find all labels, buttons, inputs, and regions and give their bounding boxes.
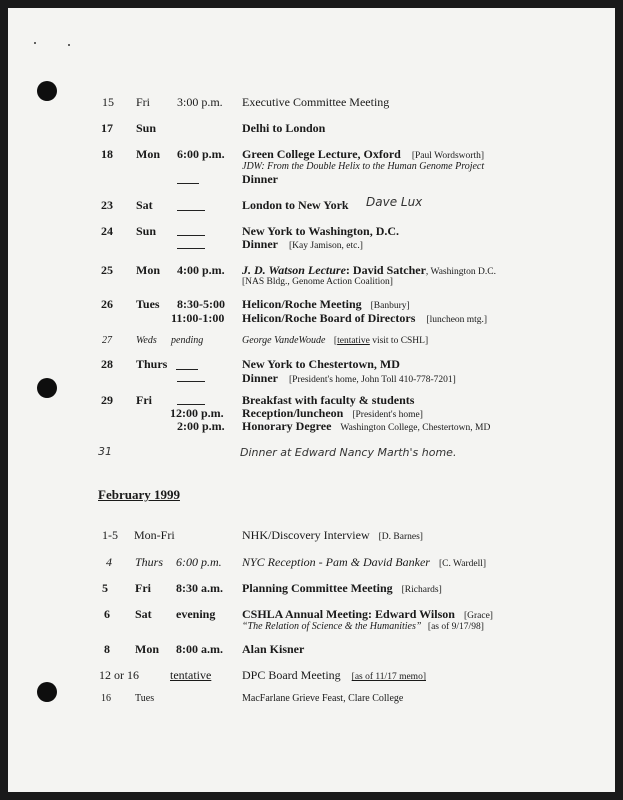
entry-note: [Paul Wordsworth] bbox=[411, 151, 485, 161]
entry-date: 24 bbox=[101, 224, 113, 238]
entry-event: Delhi to London bbox=[242, 121, 326, 135]
entry-day: Mon bbox=[136, 263, 160, 277]
entry-subevent-line bbox=[242, 419, 490, 434]
entry-date: 6 bbox=[104, 607, 110, 621]
entry-time: pending bbox=[171, 335, 204, 346]
entry-event: New York to Washington, D.C. bbox=[242, 224, 400, 238]
entry-date: 27 bbox=[102, 335, 112, 346]
entry-note: [Richards] bbox=[401, 585, 442, 595]
entry-time: evening bbox=[176, 607, 216, 621]
entry-note: [Kay Jamison, etc.] bbox=[289, 241, 363, 251]
entry-subevent: Helicon/Roche Board of Directors bbox=[242, 311, 416, 325]
entry-date: 26 bbox=[101, 297, 113, 311]
entry-day: Tues bbox=[136, 297, 160, 311]
entry-event: Planning Committee Meeting bbox=[242, 581, 393, 595]
entry-event-line bbox=[242, 528, 423, 543]
entry-day: Sat bbox=[135, 607, 152, 621]
entry-note: [C. Wardell] bbox=[438, 559, 487, 569]
entry-time: 3:00 p.m. bbox=[177, 95, 223, 109]
entry-event-line bbox=[242, 607, 493, 622]
entry-day: Sun bbox=[136, 224, 157, 238]
entry-event: Green College Lecture, Oxford bbox=[242, 147, 401, 161]
paper-speck bbox=[34, 42, 36, 44]
entry-date: 15 bbox=[102, 95, 114, 109]
blank-line bbox=[177, 404, 205, 405]
entry-event: Helicon/Roche Meeting bbox=[242, 297, 362, 311]
entry-date: 28 bbox=[101, 357, 113, 371]
entry-time: 12:00 p.m. bbox=[170, 406, 224, 420]
entry-subevent: Dinner bbox=[242, 237, 278, 251]
entry-subevent: Dinner bbox=[242, 172, 278, 186]
entry-time: 4:00 p.m. bbox=[177, 263, 225, 277]
entry-subevent: Dinner bbox=[242, 371, 278, 385]
entry-note: [as of 11/17 memo] bbox=[351, 672, 426, 682]
entry-note: visit to CSHL] bbox=[369, 336, 429, 346]
entry-day: Thurs bbox=[136, 357, 168, 371]
entry-event: London to New York bbox=[242, 198, 349, 212]
entry-note: [Grace] bbox=[463, 611, 493, 621]
blank-line bbox=[177, 210, 205, 211]
entry-day: Fri bbox=[135, 581, 151, 595]
entry-day: Tues bbox=[135, 693, 155, 704]
entry-date: 18 bbox=[101, 147, 113, 161]
entry-note: [D. Barnes] bbox=[378, 532, 423, 542]
entry-event-line bbox=[242, 668, 426, 683]
entry-event: Alan Kisner bbox=[242, 642, 305, 656]
entry-date: 17 bbox=[101, 121, 113, 135]
section-heading: February 1999 bbox=[98, 487, 180, 502]
entry-event-line bbox=[242, 297, 410, 312]
binder-hole bbox=[37, 81, 57, 101]
handwritten-date: 31 bbox=[98, 445, 112, 458]
entry-time: 8:30-5:00 bbox=[177, 297, 225, 311]
entry-event: George VandeWoude bbox=[242, 335, 326, 346]
binder-hole bbox=[37, 378, 57, 398]
entry-note: [President's home] bbox=[352, 410, 423, 420]
entry-date: 25 bbox=[101, 263, 113, 277]
entry-event-line bbox=[242, 263, 496, 278]
entry-subevent: Reception/luncheon bbox=[242, 406, 344, 420]
entry-time: 2:00 p.m. bbox=[177, 419, 225, 433]
blank-line bbox=[176, 369, 198, 370]
entry-time: 6:00 p.m. bbox=[177, 147, 225, 161]
entry-day: Mon bbox=[136, 147, 160, 161]
entry-event-line bbox=[242, 581, 442, 596]
entry-note: Washington College, Chestertown, MD bbox=[340, 423, 491, 433]
entry-date: 1-5 bbox=[102, 528, 118, 542]
entry-day: Fri bbox=[136, 393, 152, 407]
entry-date: 8 bbox=[104, 642, 110, 656]
entry-event: CSHLA Annual Meeting: Edward Wilson bbox=[242, 607, 455, 621]
entry-time: 11:00-1:00 bbox=[171, 311, 225, 325]
entry-event-line: George VandeWoude [tentative visit to CSHL] bbox=[242, 335, 429, 346]
entry-event: DPC Board Meeting bbox=[242, 668, 341, 682]
entry-day: Fri bbox=[136, 95, 151, 109]
entry-day: Thurs bbox=[135, 555, 164, 569]
blank-line bbox=[177, 248, 205, 249]
entry-subtitle: “The Relation of Science & the Humanities” bbox=[242, 621, 422, 632]
entry-day: tentative bbox=[170, 668, 212, 682]
entry-event: MacFarlane Grieve Feast, Clare College bbox=[242, 693, 404, 704]
entry-note: [President's home, John Toll 410-778-7201] bbox=[289, 375, 456, 385]
entry-date: 5 bbox=[102, 581, 108, 595]
entry-event: Breakfast with faculty & students bbox=[242, 393, 415, 407]
entry-day: Sat bbox=[136, 198, 153, 212]
entry-time: 6:00 p.m. bbox=[176, 555, 222, 569]
blank-line bbox=[177, 381, 205, 382]
entry-note: [as of 9/17/98] bbox=[427, 622, 484, 632]
blank-line bbox=[177, 235, 205, 236]
entry-event: New York to Chestertown, MD bbox=[242, 357, 400, 371]
binder-hole bbox=[37, 682, 57, 702]
entry-date: 4 bbox=[106, 555, 112, 569]
entry-event-title: J. D. Watson Lecture bbox=[242, 263, 346, 277]
entry-day: Mon bbox=[135, 642, 159, 656]
entry-event-speaker: : David Satcher bbox=[345, 263, 426, 277]
entry-note-tentative: tentative bbox=[337, 336, 370, 346]
entry-event-line bbox=[242, 555, 486, 570]
entry-event: NYC Reception - Pam & David Banker bbox=[242, 555, 430, 569]
entry-note: , Washington D.C. bbox=[425, 267, 496, 277]
entry-time: 8:30 a.m. bbox=[176, 581, 223, 595]
entry-date: 23 bbox=[101, 198, 113, 212]
paper-speck bbox=[68, 44, 70, 46]
entry-subtitle: JDW: From the Double Helix to the Human Genome Project bbox=[242, 161, 485, 172]
entry-date: 29 bbox=[101, 393, 113, 407]
entry-event-line bbox=[242, 147, 484, 162]
entry-event: Executive Committee Meeting bbox=[242, 95, 390, 109]
entry-date: 12 or 16 bbox=[99, 668, 139, 682]
handwritten-note: Dinner at Edward Nancy Marth's home. bbox=[240, 446, 457, 459]
entry-note: [Banbury] bbox=[370, 301, 410, 311]
blank-line bbox=[177, 183, 199, 184]
entry-time: 8:00 a.m. bbox=[176, 642, 223, 656]
entry-subevent: Honorary Degree bbox=[242, 419, 332, 433]
entry-subevent-line bbox=[242, 237, 363, 252]
entry-date: 16 bbox=[101, 693, 111, 704]
entry-day: Sun bbox=[136, 121, 157, 135]
entry-note: [luncheon mtg.] bbox=[426, 315, 488, 325]
entry-note: [NAS Bldg., Genome Action Coalition] bbox=[242, 277, 393, 287]
handwritten-note: Dave Lux bbox=[366, 195, 423, 209]
entry-subtitle-line bbox=[242, 621, 484, 632]
entry-day: Weds bbox=[136, 335, 157, 346]
entry-subevent-line bbox=[242, 311, 487, 326]
entry-day: Mon-Fri bbox=[134, 528, 175, 542]
entry-subevent-line bbox=[242, 371, 456, 386]
entry-event: NHK/Discovery Interview bbox=[242, 528, 370, 542]
